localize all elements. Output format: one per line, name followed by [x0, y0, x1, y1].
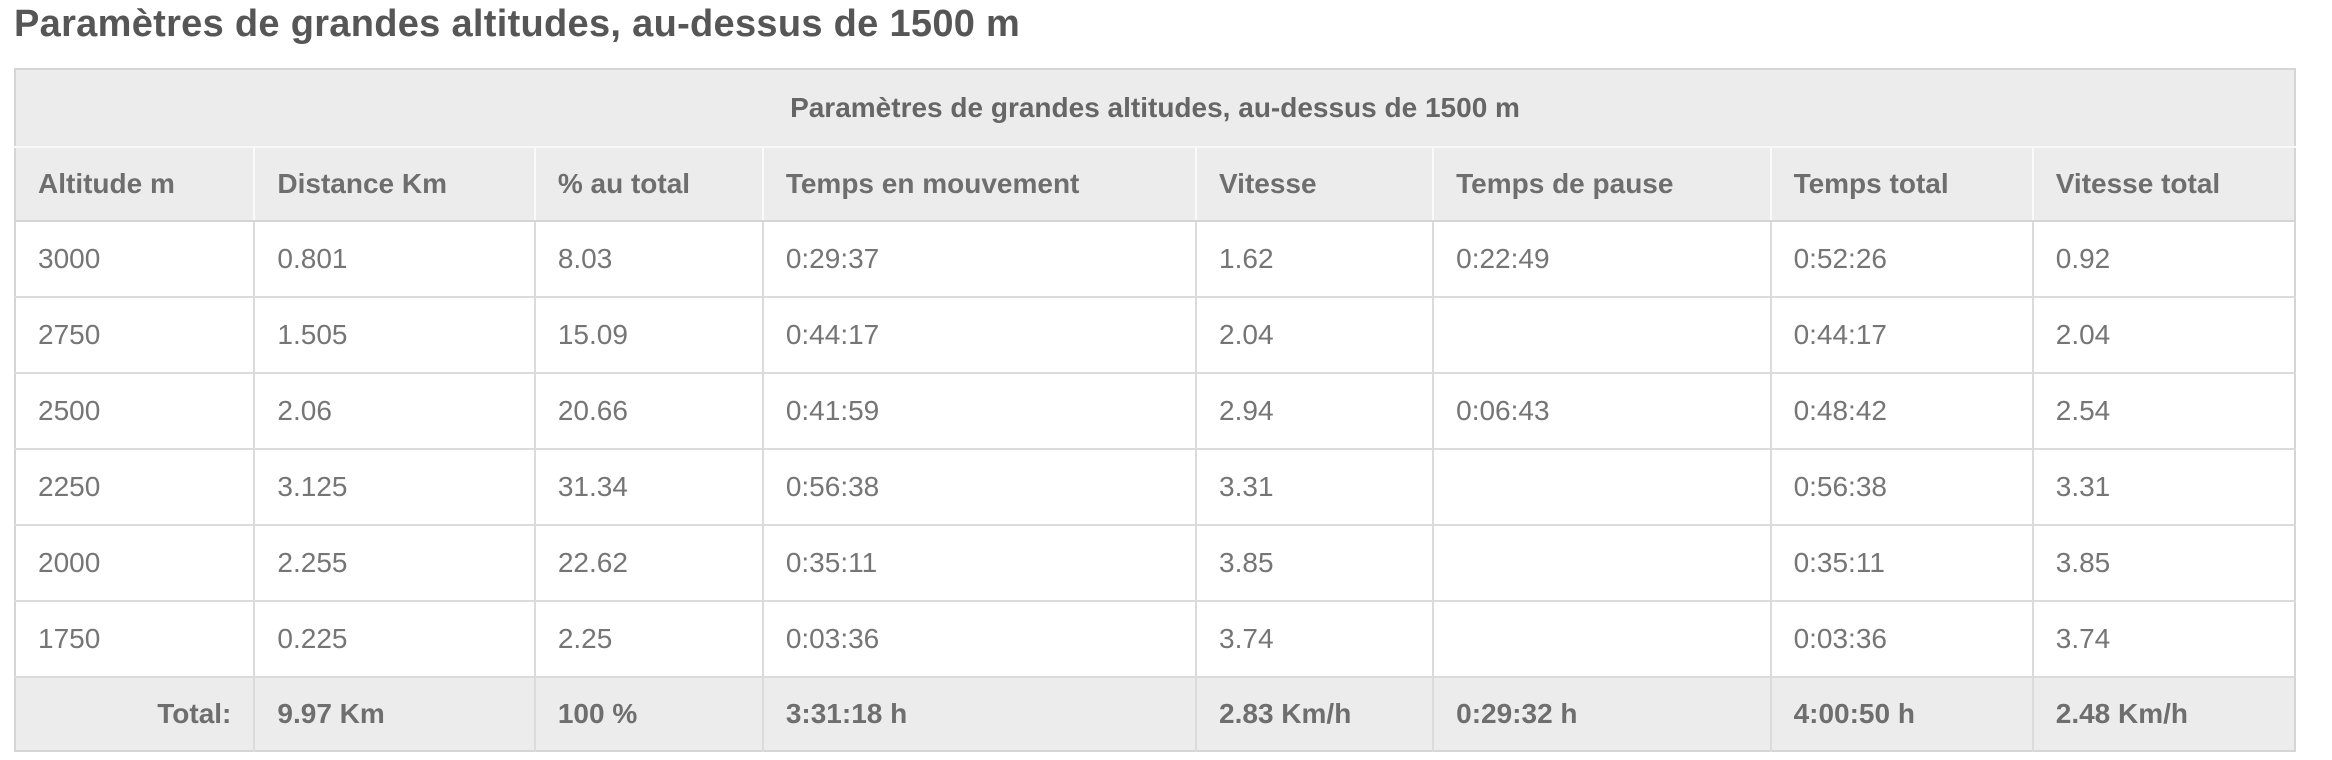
table-cell	[1433, 449, 1770, 525]
table-header-row	[15, 147, 2295, 221]
table-cell	[1433, 601, 1770, 677]
table-cell: 3.85	[1196, 525, 1433, 601]
table-cell: 0:56:38	[763, 449, 1196, 525]
table-caption-row	[15, 69, 2295, 147]
table-cell: 3.31	[2033, 449, 2295, 525]
column-header: Vitesse	[1196, 147, 1433, 221]
table-caption: Paramètres de grandes altitudes, au-dessus de 1500 m	[15, 69, 2295, 147]
table-row	[15, 221, 2295, 297]
table-cell: 0:56:38	[1771, 449, 2033, 525]
table-cell: 0:44:17	[763, 297, 1196, 373]
table-cell: 2500	[15, 373, 254, 449]
total-value-cell: 100 %	[535, 677, 763, 751]
altitude-parameters-table	[14, 68, 2296, 752]
table-cell: 0:48:42	[1771, 373, 2033, 449]
table-cell: 0:29:37	[763, 221, 1196, 297]
table-cell: 20.66	[535, 373, 763, 449]
table-cell: 2750	[15, 297, 254, 373]
table-cell: 2.25	[535, 601, 763, 677]
table-cell: 0.92	[2033, 221, 2295, 297]
table-cell: 0:06:43	[1433, 373, 1770, 449]
table-cell: 1.62	[1196, 221, 1433, 297]
column-header: Distance Km	[254, 147, 534, 221]
table-cell	[1433, 525, 1770, 601]
table-cell: 2000	[15, 525, 254, 601]
table-cell: 0:52:26	[1771, 221, 2033, 297]
table-cell: 3.85	[2033, 525, 2295, 601]
table-cell: 1.505	[254, 297, 534, 373]
table-cell	[1433, 297, 1770, 373]
table-cell: 8.03	[535, 221, 763, 297]
table-row	[15, 373, 2295, 449]
table-cell: 0:03:36	[763, 601, 1196, 677]
table-cell: 3.31	[1196, 449, 1433, 525]
total-value-cell: 3:31:18 h	[763, 677, 1196, 751]
table-cell: 2.06	[254, 373, 534, 449]
table-cell: 3000	[15, 221, 254, 297]
column-header: % au total	[535, 147, 763, 221]
total-value-cell: 2.48 Km/h	[2033, 677, 2295, 751]
table-row	[15, 525, 2295, 601]
table-cell: 2.04	[1196, 297, 1433, 373]
table-row	[15, 449, 2295, 525]
table-row	[15, 297, 2295, 373]
table-cell: 1750	[15, 601, 254, 677]
table-cell: 0:35:11	[763, 525, 1196, 601]
table-cell: 0:03:36	[1771, 601, 2033, 677]
column-header: Temps de pause	[1433, 147, 1770, 221]
table-cell: 2250	[15, 449, 254, 525]
table-cell: 22.62	[535, 525, 763, 601]
table-cell: 2.54	[2033, 373, 2295, 449]
total-value-cell: 2.83 Km/h	[1196, 677, 1433, 751]
table-cell: 3.74	[2033, 601, 2295, 677]
total-value-cell: 0:29:32 h	[1433, 677, 1770, 751]
table-cell: 2.255	[254, 525, 534, 601]
table-cell: 31.34	[535, 449, 763, 525]
table-cell: 15.09	[535, 297, 763, 373]
table-cell: 3.74	[1196, 601, 1433, 677]
table-row	[15, 601, 2295, 677]
total-label-cell: Total:	[15, 677, 254, 751]
page-title: Paramètres de grandes altitudes, au-dessus de 1500 m	[14, 3, 1021, 45]
column-header: Temps en mouvement	[763, 147, 1196, 221]
table-cell: 0:22:49	[1433, 221, 1770, 297]
column-header: Altitude m	[15, 147, 254, 221]
table-cell: 0:41:59	[763, 373, 1196, 449]
table-cell: 2.04	[2033, 297, 2295, 373]
total-value-cell: 9.97 Km	[254, 677, 534, 751]
table-cell: 3.125	[254, 449, 534, 525]
table-cell: 0.225	[254, 601, 534, 677]
table-cell: 0:35:11	[1771, 525, 2033, 601]
table-cell: 0.801	[254, 221, 534, 297]
table-cell: 0:44:17	[1771, 297, 2033, 373]
table-total-row	[15, 677, 2295, 751]
table-cell: 2.94	[1196, 373, 1433, 449]
column-header: Temps total	[1771, 147, 2033, 221]
column-header: Vitesse total	[2033, 147, 2295, 221]
total-value-cell: 4:00:50 h	[1771, 677, 2033, 751]
